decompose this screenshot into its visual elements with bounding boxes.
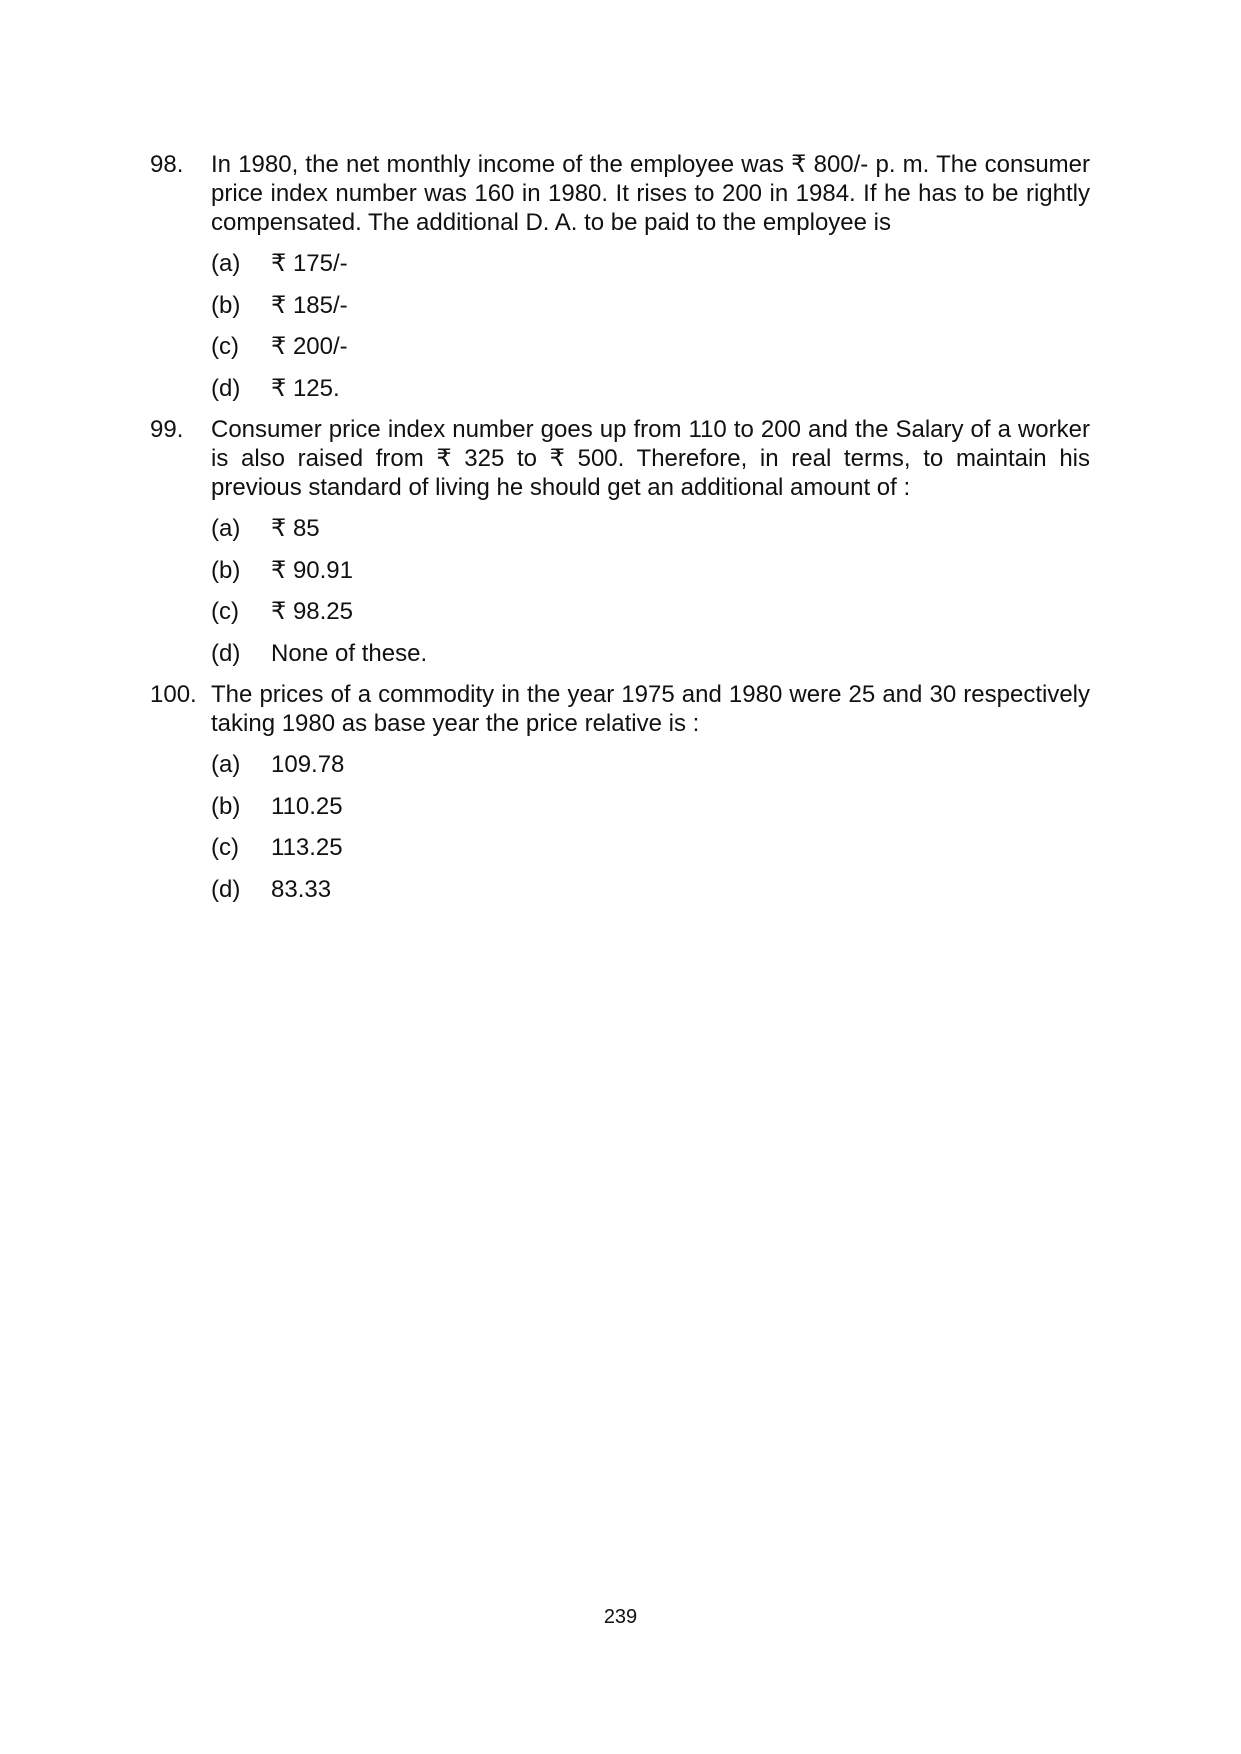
option-label: (a) bbox=[211, 515, 241, 542]
option-text: None of these. bbox=[271, 639, 428, 667]
option-c bbox=[211, 833, 1090, 862]
option-label: (b) bbox=[211, 291, 241, 319]
option-d bbox=[211, 639, 1090, 668]
question-100 bbox=[150, 680, 1090, 904]
option-b bbox=[211, 792, 1090, 821]
option-label: (a) bbox=[211, 250, 241, 277]
question-number: 98. bbox=[150, 151, 184, 178]
option-text: ₹ 185/- bbox=[271, 291, 348, 319]
option-label: (c) bbox=[211, 333, 239, 360]
question-text: The prices of a commodity in the year 1975 and 1980 were 25 and 30 respectively taking 1980 as base year the price relative is : bbox=[211, 681, 1090, 737]
option-text: ₹ 125. bbox=[271, 374, 340, 402]
option-c bbox=[211, 597, 1090, 626]
question-number: 100. bbox=[150, 681, 197, 708]
option-label: (b) bbox=[211, 556, 241, 584]
option-a bbox=[211, 514, 1090, 543]
option-text: 110.25 bbox=[271, 792, 343, 820]
question-number: 99. bbox=[150, 416, 184, 443]
option-text: ₹ 98.25 bbox=[271, 598, 353, 625]
option-list bbox=[211, 249, 1090, 403]
option-text: ₹ 90.91 bbox=[271, 556, 353, 584]
option-text: ₹ 175/- bbox=[271, 250, 348, 277]
question-list bbox=[150, 150, 1090, 916]
page-number: 239 bbox=[603, 1606, 638, 1628]
question-98 bbox=[150, 150, 1090, 403]
option-list bbox=[211, 750, 1090, 904]
option-label: (c) bbox=[211, 598, 239, 625]
option-label: (d) bbox=[211, 875, 241, 903]
option-a bbox=[211, 750, 1090, 779]
option-label: (d) bbox=[211, 374, 241, 402]
option-text: ₹ 200/- bbox=[271, 333, 348, 360]
option-text: 109.78 bbox=[271, 751, 345, 778]
option-label: (d) bbox=[211, 639, 241, 667]
option-text: ₹ 85 bbox=[271, 515, 320, 542]
option-d bbox=[211, 374, 1090, 403]
question-text: In 1980, the net monthly income of the employee was ₹ 800/- p. m. The consumer price index number was 160 in 1980. It rises to 200 in 1984. If he has to be rightly compensated. The additional D. A. to be paid to the employee is bbox=[211, 151, 1090, 236]
option-text: 83.33 bbox=[271, 875, 332, 903]
option-label: (a) bbox=[211, 751, 241, 778]
option-text: 113.25 bbox=[271, 834, 343, 861]
option-a bbox=[211, 249, 1090, 278]
option-c bbox=[211, 332, 1090, 361]
option-d bbox=[211, 875, 1090, 904]
option-list bbox=[211, 514, 1090, 668]
question-99 bbox=[150, 415, 1090, 668]
option-label: (c) bbox=[211, 834, 239, 861]
option-b bbox=[211, 556, 1090, 585]
option-label: (b) bbox=[211, 792, 241, 820]
option-b bbox=[211, 291, 1090, 320]
question-text: Consumer price index number goes up from 110 to 200 and the Salary of a worker is also raised from ₹ 325 to ₹ 500. Therefore, in real terms, to maintain his previous standard of living he should get an additional amount of : bbox=[211, 416, 1090, 501]
